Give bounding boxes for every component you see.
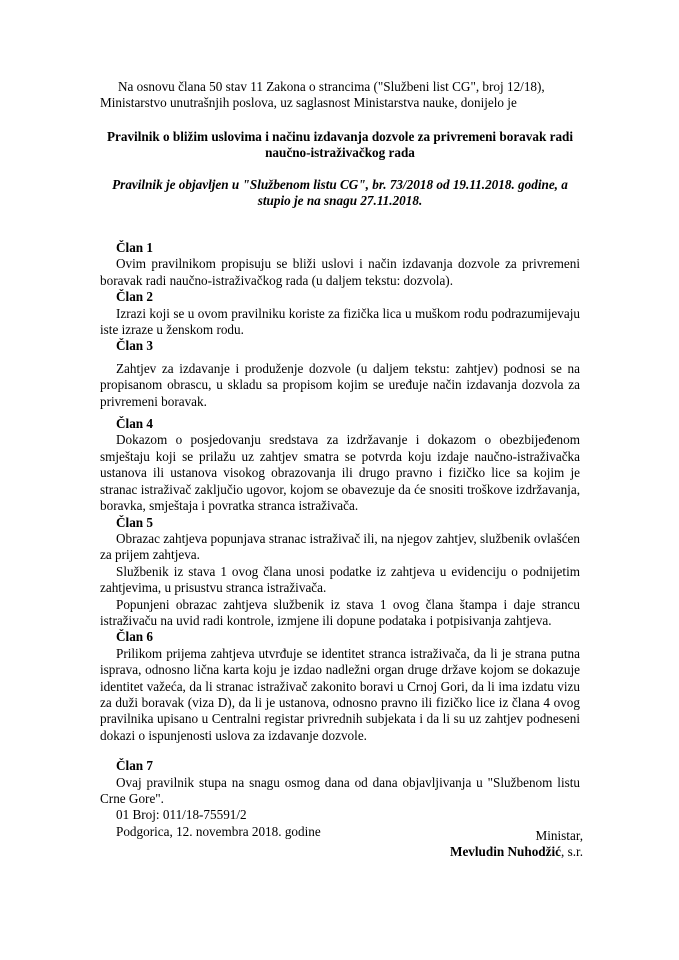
place-date: Podgorica, 12. novembra 2018. godine bbox=[116, 823, 321, 839]
article-heading: Član 2 bbox=[116, 289, 154, 305]
preamble-line-2: Ministarstvo unutrašnjih poslova, uz saglasnost Ministarstva nauke, donijelo je bbox=[100, 95, 517, 111]
article-heading: Član 4 bbox=[116, 416, 154, 432]
article-heading: Član 5 bbox=[116, 514, 154, 530]
articles bbox=[100, 240, 580, 840]
article-paragraph: Zahtjev za izdavanje i produženje dozvole (u daljem tekstu: zahtjev) podnosi se na propisanom obrascu, u skladu sa propisom kojim se uređuje način izdavanja dozvola za privremeni boravak. bbox=[100, 360, 580, 409]
article-paragraph: Dokazom o posjedovanju sredstava za izdržavanje i dokazom o obezbijeđenom smještaju koji se prilažu uz zahtjev smatra se potvrda koju izdaje naučno-istraživačka ustanova ili ustanova visokog obrazovanja ili drugo pravno i fizičko lice sa kojim je stranac istraživač zaključio ugovor, kojom se obavezuje da će snositi troškove izdržavanja, boravka, smještaja i povratka stranca istraživača. bbox=[100, 432, 580, 514]
preamble bbox=[100, 79, 590, 112]
article-3 bbox=[100, 338, 580, 410]
preamble-line-1: Na osnovu člana 50 stav 11 Zakona o strancima ("Službeni list CG", broj 12/18), bbox=[118, 79, 545, 94]
article-heading: Član 1 bbox=[116, 240, 154, 255]
article-1 bbox=[100, 240, 580, 289]
article-paragraph: Ovaj pravilnik stupa na snagu osmog dana od dana objavljivanja u "Službenom listu Crne Gore". bbox=[100, 774, 580, 806]
signatory-name: Mevludin Nuhodžić bbox=[450, 844, 562, 860]
article-heading: Član 7 bbox=[116, 758, 154, 774]
signatory-role: Ministar, bbox=[535, 828, 583, 843]
article-2 bbox=[100, 289, 580, 338]
article-paragraph: Popunjeni obrazac zahtjeva službenik iz stava 1 ovog člana štampa i daje strancu istraživaču na uvid radi kontrole, izmjene ili dopune podataka i potpisivanja zahtjeva. bbox=[100, 596, 580, 628]
signature-block bbox=[380, 828, 583, 861]
article-paragraph: Obrazac zahtjeva popunjava stranac istraživač ili, na njegov zahtjev, službenik ovlašćen za prijem zahtjeva. bbox=[100, 530, 580, 563]
article-heading: Član 6 bbox=[116, 629, 154, 645]
signatory-line bbox=[380, 844, 583, 860]
article-4 bbox=[100, 416, 580, 514]
article-paragraph: Prilikom prijema zahtjeva utvrđuje se identitet stranca istraživača, da li je strana putna isprava, odnosno lična karta koju je izdao nadležni organ druge države kojom se dokazuje identitet važeća, da li stranac istraživač zakonito boravi u Crnoj Gori, da li ima izdatu vizu za duži boravak (viza D), da li je ustanova, odnosno pravno ili fizičko lice iz člana 4 ovog pravilnika upisano u Centralni registar privrednih subjekata i da li su uz zahtjev podneseni dokazi o ispunjenosti uslova za izdavanje dozvole. bbox=[100, 645, 580, 743]
article-6 bbox=[100, 629, 580, 744]
document-title: Pravilnik o bližim uslovima i načinu izdavanja dozvole za privremeni boravak radi naučno-istraživačkog rada bbox=[106, 129, 574, 161]
article-paragraph: Ovim pravilnikom propisuju se bliži uslovi i način izdavanja dozvole za privremeni boravak radi naučno-istraživačkog rada (u daljem tekstu: dozvola). bbox=[100, 256, 580, 288]
article-heading: Član 3 bbox=[116, 338, 154, 354]
article-5 bbox=[100, 515, 580, 630]
reference-number: 01 Broj: 011/18-75591/2 bbox=[116, 807, 247, 823]
article-paragraph: Službenik iz stava 1 ovog člana unosi podatke iz zahtjeva u evidenciju o podnijetim zahtjevima, u prisustvu stranca istraživača. bbox=[100, 563, 580, 596]
signatory-suffix: , s.r. bbox=[561, 844, 583, 860]
publication-note: Pravilnik je objavljen u "Službenom listu CG", br. 73/2018 od 19.11.2018. godine, a stupio je na snagu 27.11.2018. bbox=[112, 177, 568, 209]
article-paragraph: Izrazi koji se u ovom pravilniku koriste za fizička lica u muškom rodu podrazumijevaju iste izraze u ženskom rodu. bbox=[100, 305, 580, 338]
